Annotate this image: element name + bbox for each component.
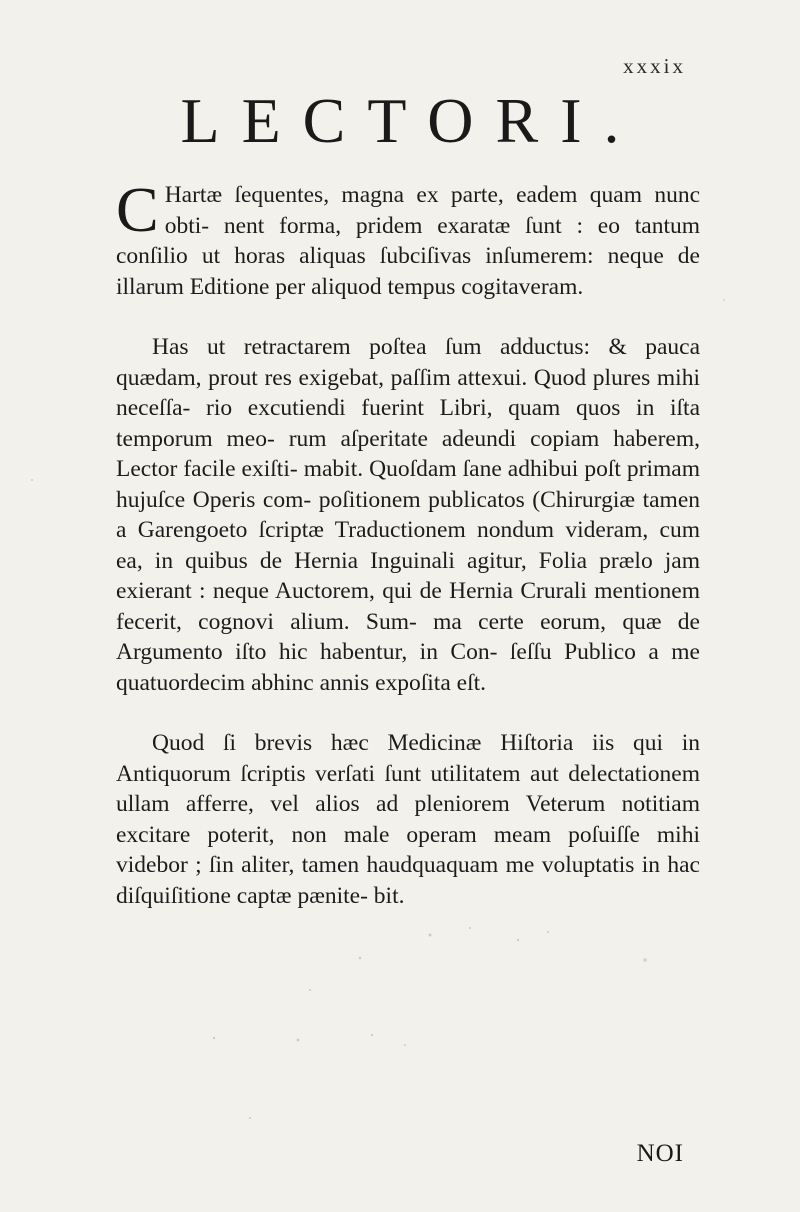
body-text xyxy=(116,174,700,911)
paragraph-3-text: Quod ſi brevis hæc Medicinæ Hiſtoria iis qui in Antiquorum ſcriptis verſati ſunt utilitatem aut delectationem ullam afferre, vel alios ad pleniorem Veterum notitiam excitare poterit, non male operam meam poſuiſſe mihi videbor ; ſin aliter, tamen haudquaquam me voluptatis in hac diſquiſitione captæ pænite- bit. xyxy=(116,730,700,909)
paragraph-2-text: Has ut retractarem poſtea ſum adductus: & pauca quædam, prout res exigebat, paſſim attexui. Quod plures mihi neceſſa- rio excutiendi fuerint Libri, quam quos in iſta temporum meo- rum aſperitate adeundi copiam haberem, Lector facile exiſti- mabit. Quoſdam ſane adhibui poſt primam hujuſce Operis com- poſitionem publicatos (Chirurgiæ tamen a Garengoeto ſcriptæ Traductionem nondum videram, cum ea, in quibus de Hernia Inguinali agitur, Folia prælo jam exierant : neque Auctorem, qui de Hernia Crurali mentionem fecerit, cognovi alium. Sum- ma certe eorum, quæ de Argumento iſto hic habentur, in Con- ſeſſu Publico a me quatuordecim abhinc annis expoſita eſt. xyxy=(116,334,700,696)
catchword: NOI xyxy=(636,1140,684,1167)
page-number: xxxix xyxy=(623,54,686,78)
paragraph-2 xyxy=(116,332,700,698)
paragraph-3 xyxy=(116,728,700,911)
drop-cap: C xyxy=(116,174,159,245)
paragraph-1 xyxy=(116,174,700,302)
page-heading: LECTORI. xyxy=(180,85,642,156)
paragraph-1-text: Hartæ ſequentes, magna ex parte, eadem quam nunc obti- nent forma, pridem exaratæ ſunt : eo tantum conſilio ut horas aliquas ſubciſivas inſumerem: neque de illarum Editione per aliquod tempus cogitaveram. xyxy=(116,182,700,300)
